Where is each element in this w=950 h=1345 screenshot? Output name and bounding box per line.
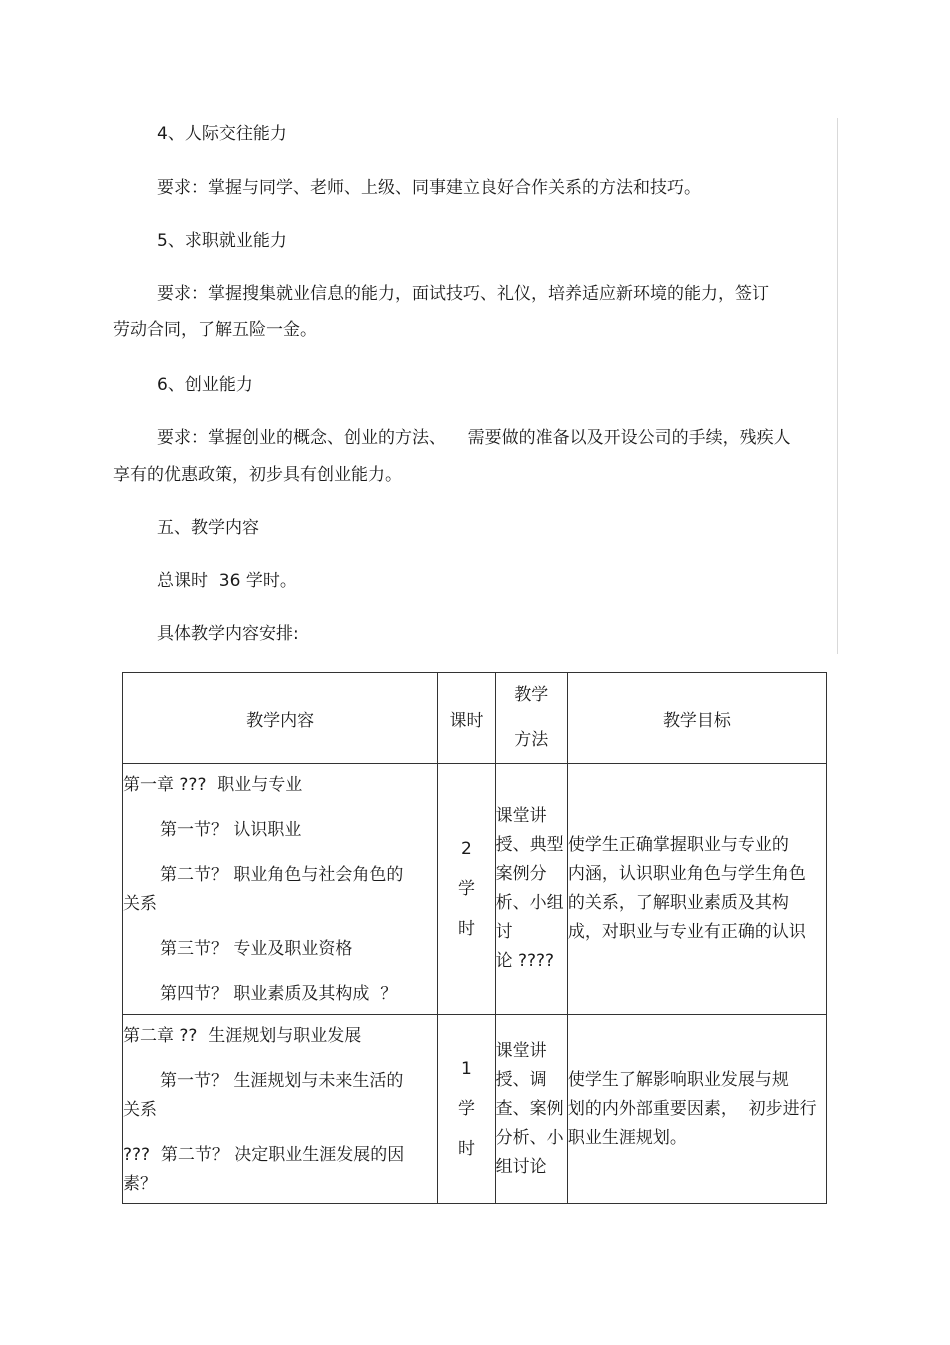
row1-method-line1: 课堂讲 [495, 806, 547, 826]
section-heading-entrepreneurship: 6、创业能力 [157, 375, 253, 395]
row2-goal-cell [567, 1015, 826, 1204]
row2-goal-line3: 职业生涯规划。 [567, 1127, 687, 1148]
row2-method-line3: 查、案例 [495, 1098, 564, 1119]
row1-section2-line2: 关系 [123, 894, 157, 914]
row1-goal-line4: 成，对职业与专业有正确的认识 [567, 922, 806, 942]
row2-method-line2: 授、调 [495, 1069, 547, 1090]
header-hours: 课时 [438, 673, 495, 764]
row2-method-line4: 分析、小 [495, 1127, 564, 1148]
requirement-job-seeking-line2: 劳动合同，了解五险一金。 [113, 320, 317, 340]
row2-chapter: 第二章 ?? 生涯规划与职业发展 [123, 1025, 362, 1046]
schedule-intro: 具体教学内容安排: [157, 624, 299, 644]
row1-method-line3: 案例分 [495, 864, 547, 884]
row1-method-cell [495, 764, 567, 1015]
row2-goal-line1: 使学生了解影响职业发展与规 [567, 1069, 789, 1090]
row1-goal-line2: 内涵，认识职业角色与学生角色 [567, 864, 806, 884]
row1-hours-number: 2 [461, 839, 472, 859]
requirement-entrepreneurship-line1: 要求：掌握创业的概念、创业的方法、 需要做的准备以及开设公司的手续，残疾人 [157, 428, 791, 448]
table-header-row [123, 673, 827, 764]
row1-hours-unit2: 时 [457, 919, 475, 939]
row1-goal-cell [567, 764, 826, 1015]
row2-section1-line2: 关系 [123, 1099, 157, 1120]
row2-section2-line2: 素？ [123, 1173, 157, 1194]
row2-method-line5: 组讨论 [495, 1156, 547, 1177]
row2-hours-number: 1 [461, 1059, 472, 1079]
requirement-job-seeking-line1: 要求：掌握搜集就业信息的能力，面试技巧、礼仪，培养适应新环境的能力，签订 [157, 284, 769, 304]
row1-content-cell [123, 764, 438, 1015]
section-heading-job-seeking: 5、求职就业能力 [157, 231, 287, 251]
row1-section3: 第三节？ 专业及职业资格 [160, 939, 353, 959]
course-schedule-table [122, 672, 827, 1204]
page-margin-line [837, 118, 838, 654]
header-method-line2: 方法 [514, 730, 549, 750]
row2-hours-unit2: 时 [457, 1139, 475, 1159]
row1-method-line5: 讨 [495, 922, 513, 942]
header-method-line1: 教学 [514, 685, 549, 705]
row1-section1: 第一节？ 认识职业 [160, 820, 302, 840]
table-row [123, 764, 827, 1015]
row1-section4: 第四节？ 职业素质及其构成 ？ [160, 984, 398, 1004]
row1-hours-cell [438, 764, 495, 1015]
row1-chapter: 第一章 ??? 职业与专业 [123, 775, 303, 795]
row2-method-cell [495, 1015, 567, 1204]
row2-section2-line1: ??? 第二节？ 决定职业生涯发展的因 [123, 1144, 405, 1165]
row1-method-line6: 论 ???? [495, 951, 555, 971]
row2-content-cell [123, 1015, 438, 1204]
row1-hours-unit1: 学 [457, 879, 475, 899]
row2-section1-line1: 第一节？ 生涯规划与未来生活的 [160, 1070, 404, 1091]
requirement-interpersonal: 要求：掌握与同学、老师、上级、同事建立良好合作关系的方法和技巧。 [157, 178, 701, 198]
row2-goal-line2: 划的内外部重要因素， 初步进行 [567, 1098, 817, 1119]
total-hours: 总课时 36 学时。 [157, 571, 297, 591]
row1-method-line2: 授、典型 [495, 835, 564, 855]
row1-method-line4: 析、小组 [495, 893, 564, 913]
row2-method-line1: 课堂讲 [495, 1040, 547, 1061]
row2-hours-unit1: 学 [457, 1099, 475, 1119]
requirement-entrepreneurship-line2: 享有的优惠政策，初步具有创业能力。 [113, 465, 402, 485]
row1-goal-line1: 使学生正确掌握职业与专业的 [567, 835, 789, 855]
row1-section2-line1: 第二节？ 职业角色与社会角色的 [160, 865, 404, 885]
header-goal: 教学目标 [567, 673, 826, 764]
header-content: 教学内容 [123, 673, 438, 764]
header-method [495, 673, 567, 764]
table-row [123, 1015, 827, 1204]
row1-goal-line3: 的关系，了解职业素质及其构 [567, 893, 789, 913]
section-heading-teaching-content: 五、教学内容 [157, 518, 259, 538]
section-heading-interpersonal: 4、人际交往能力 [157, 124, 287, 144]
row2-hours-cell [438, 1015, 495, 1204]
